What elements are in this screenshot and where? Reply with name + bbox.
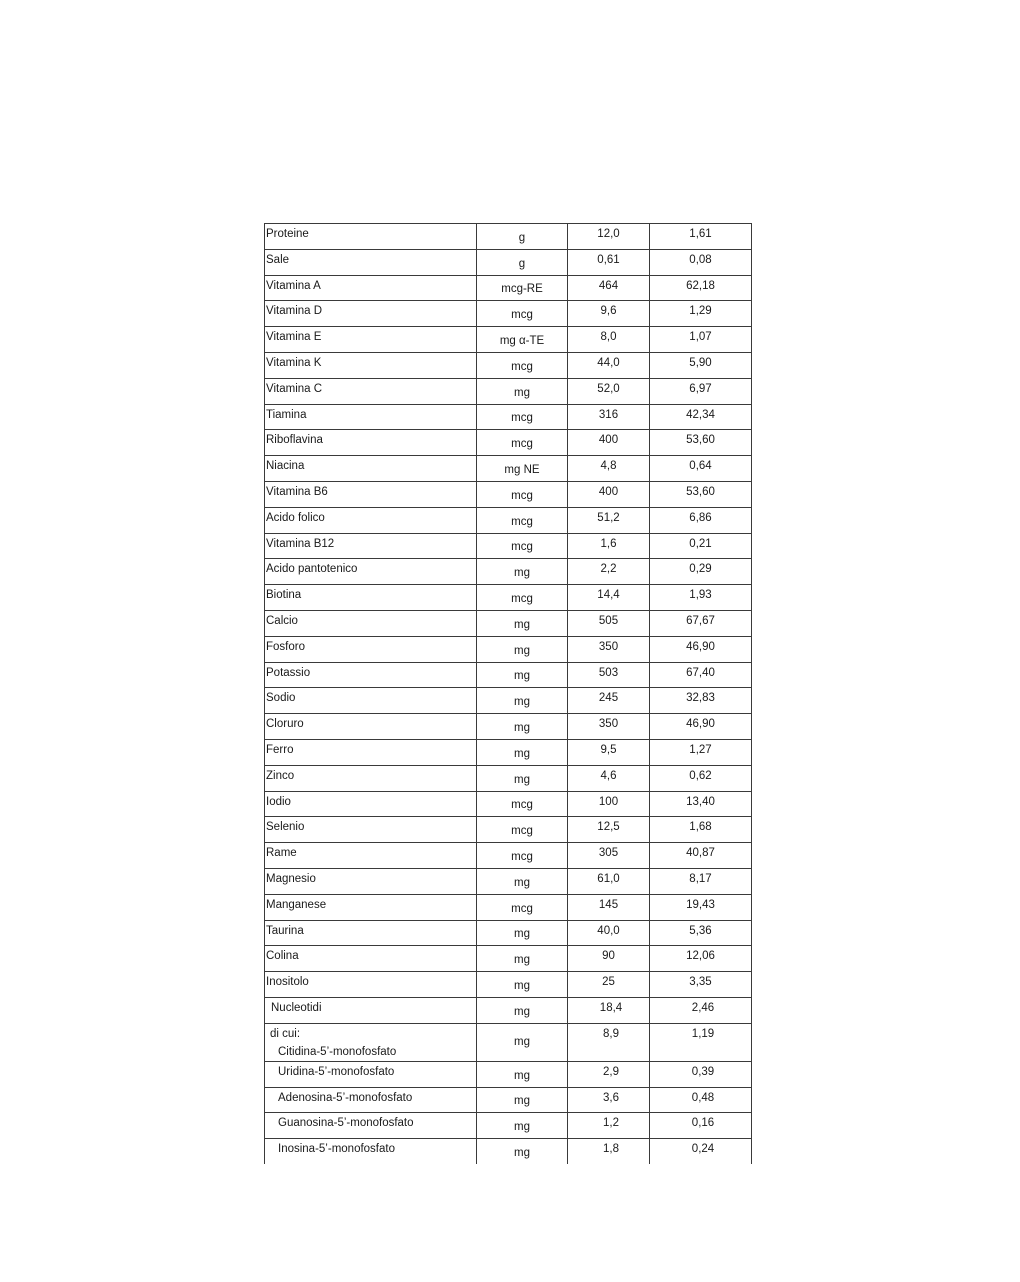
nutrient-unit: mg [477,946,568,972]
nutrient-name: Calcio [265,610,477,636]
nutrient-unit: mg α-TE [477,327,568,353]
value-per-portion: 1,93 [650,585,752,611]
value-per-100g: 8,0 [568,327,650,353]
nutrient-name: Guanosina-5’-monofosfato [265,1113,477,1139]
table-row [265,636,752,662]
value-per-100g: 2,2 [568,559,650,585]
value-per-100g: 4,8 [568,456,650,482]
table-row [265,868,752,894]
value-per-100g: 503 [568,662,650,688]
table-row [265,843,752,869]
nutrient-unit: mg [477,972,568,998]
nutrient-name: Biotina [265,585,477,611]
nutrient-name: Uridina-5’-monofosfato [265,1061,477,1087]
value-per-portion: 53,60 [650,430,752,456]
nutrient-name: Vitamina C [265,378,477,404]
value-per-100g: 0,61 [568,249,650,275]
nutrient-unit: mg NE [477,456,568,482]
nutrient-unit: mg [477,1023,568,1061]
table-row [265,481,752,507]
value-per-100g: 9,5 [568,739,650,765]
nutrient-name [265,1023,477,1061]
nutrient-unit: mcg [477,404,568,430]
nutrient-unit: mg [477,1139,568,1164]
nutrient-name: Taurina [265,920,477,946]
table-row [265,1113,752,1139]
value-per-portion: 46,90 [650,714,752,740]
table-row [265,920,752,946]
value-per-portion: 5,90 [650,352,752,378]
nutrient-unit: mcg [477,430,568,456]
nutrient-name: Vitamina E [265,327,477,353]
value-per-100g: 14,4 [568,585,650,611]
value-per-100g: 4,6 [568,765,650,791]
subheader-label: di cui: [270,1027,301,1040]
value-per-portion: 46,90 [650,636,752,662]
value-per-100g: 18,4 [568,997,650,1023]
nutrient-unit: mg [477,559,568,585]
nutrient-unit: mg [477,662,568,688]
nutrient-name: Inosina-5’-monofosfato [265,1139,477,1164]
nutrient-name: Vitamina K [265,352,477,378]
nutrient-unit: mcg [477,352,568,378]
nutrient-name: Vitamina B6 [265,481,477,507]
table-row [265,404,752,430]
nutrient-unit: mg [477,1113,568,1139]
value-per-100g: 400 [568,430,650,456]
table-row [265,249,752,275]
nutrient-unit: mg [477,636,568,662]
value-per-100g: 40,0 [568,920,650,946]
table-row [265,224,752,250]
nutrient-unit: mg [477,765,568,791]
table-row [265,533,752,559]
value-per-100g: 350 [568,636,650,662]
value-per-100g: 2,9 [568,1061,650,1087]
value-per-portion: 0,62 [650,765,752,791]
nutrient-unit: mg [477,997,568,1023]
value-per-portion: 12,06 [650,946,752,972]
value-per-100g: 1,2 [568,1113,650,1139]
table-row [265,1139,752,1164]
table-row [265,378,752,404]
value-per-portion: 1,07 [650,327,752,353]
value-per-portion: 0,16 [650,1113,752,1139]
value-per-100g: 400 [568,481,650,507]
nutrient-name: Vitamina D [265,301,477,327]
value-per-100g: 145 [568,894,650,920]
nutrient-unit: mcg [477,481,568,507]
nutrient-unit: mg [477,714,568,740]
value-per-portion: 8,17 [650,868,752,894]
value-per-portion: 0,39 [650,1061,752,1087]
value-per-100g: 44,0 [568,352,650,378]
value-per-100g: 90 [568,946,650,972]
nutrient-unit: mcg-RE [477,275,568,301]
nutrient-name: Riboflavina [265,430,477,456]
value-per-portion: 0,48 [650,1087,752,1113]
table-row [265,1061,752,1087]
table-row [265,352,752,378]
table-row [265,894,752,920]
table-row [265,275,752,301]
nutrient-name: Tiamina [265,404,477,430]
nutrient-unit: mcg [477,843,568,869]
nutrient-unit: mcg [477,894,568,920]
value-per-100g: 100 [568,791,650,817]
table-row [265,791,752,817]
nutrient-unit: mg [477,920,568,946]
table-row [265,688,752,714]
table-row [265,946,752,972]
table-row [265,1087,752,1113]
nutrient-unit: mcg [477,301,568,327]
table-row [265,585,752,611]
value-per-100g: 51,2 [568,507,650,533]
table-row [265,559,752,585]
value-per-portion: 62,18 [650,275,752,301]
value-per-100g: 1,6 [568,533,650,559]
value-per-portion: 1,61 [650,224,752,250]
nutrient-name: Iodio [265,791,477,817]
value-per-100g: 1,8 [568,1139,650,1164]
nutrient-unit: mcg [477,533,568,559]
table-row-nucleotide-breakdown [265,1023,752,1061]
value-per-100g: 25 [568,972,650,998]
nutrient-unit: mcg [477,817,568,843]
value-per-portion: 40,87 [650,843,752,869]
nutrient-unit: mg [477,1087,568,1113]
nutrient-name: Vitamina A [265,275,477,301]
nutrient-name: Rame [265,843,477,869]
value-per-portion: 0,64 [650,456,752,482]
value-per-portion: 2,46 [650,997,752,1023]
nutrient-name: Inositolo [265,972,477,998]
nutrient-name: Colina [265,946,477,972]
value-per-100g: 61,0 [568,868,650,894]
nutrient-unit: mg [477,739,568,765]
nutrient-name: Cloruro [265,714,477,740]
value-per-portion: 1,68 [650,817,752,843]
value-per-portion: 67,40 [650,662,752,688]
table-row [265,972,752,998]
nutrient-name: Sale [265,249,477,275]
value-per-portion: 42,34 [650,404,752,430]
nutrient-unit: mcg [477,507,568,533]
nutrient-unit: mg [477,378,568,404]
value-per-100g: 464 [568,275,650,301]
value-per-portion: 19,43 [650,894,752,920]
nutrient-name: Nucleotidi [265,997,477,1023]
table-row [265,739,752,765]
value-per-portion: 6,97 [650,378,752,404]
table-row [265,456,752,482]
table-row [265,430,752,456]
nutrient-unit: mcg [477,585,568,611]
nutrition-table-body [265,224,752,1164]
value-per-portion: 67,67 [650,610,752,636]
table-row [265,817,752,843]
value-per-portion: 13,40 [650,791,752,817]
nutrient-unit: g [477,224,568,250]
nutrient-name: Ferro [265,739,477,765]
value-per-portion: 3,35 [650,972,752,998]
value-per-portion: 0,21 [650,533,752,559]
value-per-100g: 505 [568,610,650,636]
value-per-portion: 53,60 [650,481,752,507]
table-row [265,301,752,327]
nutrient-name: Vitamina B12 [265,533,477,559]
nutrient-name: Proteine [265,224,477,250]
nutrient-unit: g [477,249,568,275]
nutrient-name: Acido folico [265,507,477,533]
value-per-portion: 32,83 [650,688,752,714]
nutrient-name: Niacina [265,456,477,482]
table-row [265,507,752,533]
value-per-100g: 8,9 [568,1023,650,1061]
value-per-100g: 316 [568,404,650,430]
nutrient-name: Magnesio [265,868,477,894]
nutrient-name: Potassio [265,662,477,688]
value-per-100g: 245 [568,688,650,714]
value-per-portion: 0,08 [650,249,752,275]
nutrient-name: Selenio [265,817,477,843]
nutrient-name: Fosforo [265,636,477,662]
value-per-100g: 12,5 [568,817,650,843]
nutrient-unit: mg [477,688,568,714]
value-per-100g: 12,0 [568,224,650,250]
nutrient-unit: mcg [477,791,568,817]
table-row [265,765,752,791]
subheader-first-item: Citidina-5’-monofosfato [278,1045,397,1058]
table-row [265,327,752,353]
value-per-portion: 1,19 [650,1023,752,1061]
nutrient-unit: mg [477,1061,568,1087]
value-per-portion: 0,29 [650,559,752,585]
nutrient-unit: mg [477,868,568,894]
value-per-100g: 305 [568,843,650,869]
nutrient-name: Adenosina-5’-monofosfato [265,1087,477,1113]
value-per-100g: 9,6 [568,301,650,327]
nutrition-table [264,223,752,1164]
value-per-100g: 52,0 [568,378,650,404]
value-per-portion: 1,29 [650,301,752,327]
nutrient-name: Zinco [265,765,477,791]
nutrient-name: Acido pantotenico [265,559,477,585]
nutrient-name: Sodio [265,688,477,714]
value-per-portion: 1,27 [650,739,752,765]
value-per-100g: 350 [568,714,650,740]
value-per-portion: 5,36 [650,920,752,946]
value-per-portion: 6,86 [650,507,752,533]
nutrient-unit: mg [477,610,568,636]
value-per-portion: 0,24 [650,1139,752,1164]
table-row [265,662,752,688]
value-per-100g: 3,6 [568,1087,650,1113]
table-row [265,997,752,1023]
table-row [265,610,752,636]
table-row [265,714,752,740]
nutrient-name: Manganese [265,894,477,920]
